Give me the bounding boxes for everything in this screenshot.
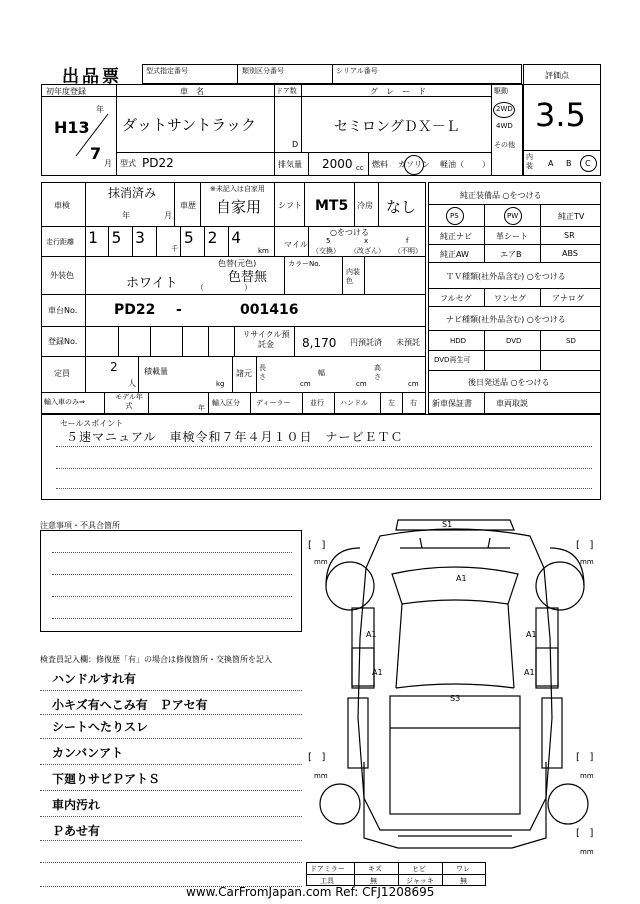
- fuel-paren-close: ）: [482, 160, 490, 169]
- chassis-label: 車台No.: [48, 306, 78, 315]
- first-reg-era: H13: [54, 118, 90, 137]
- legend-crack: ヒビ: [412, 865, 426, 873]
- mileage-label: 走行距離: [46, 238, 74, 246]
- door-letter: D: [292, 140, 299, 149]
- ac-label: 冷房: [357, 201, 373, 210]
- tv-one-seg: ワンセグ: [494, 294, 526, 303]
- mileage-digits: [88, 228, 159, 247]
- month-unit: 月: [104, 159, 112, 168]
- height-cm: cm: [408, 380, 419, 388]
- sales-point-text: ５速マニュアル 車検令和７年４月１０日 ナービＥＴＣ: [66, 430, 404, 444]
- mileage-digit: 4: [231, 228, 255, 247]
- tv-type-title: ＴＶ種類(社外品含む) ○をつける: [446, 272, 566, 281]
- navi-hdd: HDD: [450, 337, 467, 345]
- chassis-number: 001416: [240, 302, 299, 318]
- drive-4wd: 4WD: [496, 122, 513, 130]
- model-value: PD22: [142, 156, 174, 170]
- history-note: ※未記入は自家用: [210, 185, 265, 193]
- repaint-value: 色替無: [228, 270, 268, 285]
- model-label: 型式: [120, 159, 136, 168]
- damage-a1-left-rear: A1: [372, 668, 383, 677]
- first-reg-month: 7: [90, 144, 102, 163]
- legend-mirror: ドアミラー: [310, 865, 345, 873]
- fuel-diesel: 軽油（: [440, 160, 464, 169]
- tire-mm-rl: mm: [314, 772, 328, 780]
- history-value: 自家用: [216, 198, 262, 216]
- car-damage-diagram: [300, 508, 610, 860]
- capacity-unit: 人: [128, 379, 136, 388]
- import-type-label: 輸入区分: [212, 399, 240, 407]
- equip-leather: 革シート: [496, 232, 528, 241]
- mileage-circle-note: ○をつける: [330, 228, 369, 237]
- interior-b: B: [566, 159, 572, 168]
- color-value: ホワイト: [126, 276, 178, 291]
- color-no-label: カラーNo.: [288, 260, 321, 268]
- chassis-dash: -: [176, 302, 182, 318]
- unknown-label: （不明）: [394, 247, 422, 255]
- ac-value: なし: [386, 198, 417, 216]
- repaint-paren: （ ）: [196, 283, 252, 292]
- length-cm: cm: [300, 380, 311, 388]
- inspector-note: 小キズ有へこみ有 Ｐアセ有: [52, 698, 208, 712]
- legend-scratch: キズ: [368, 865, 382, 873]
- inspector-note: 車内汚れ: [52, 798, 101, 812]
- km-unit: km: [258, 247, 269, 255]
- modify-code: x: [364, 237, 369, 245]
- shift-label: シフト: [278, 201, 302, 210]
- equip-abs: ABS: [562, 249, 578, 258]
- displacement-value: 2000: [322, 157, 353, 171]
- exchange-label: （交換）: [312, 247, 340, 255]
- shift-value: MT5: [315, 198, 349, 214]
- inspector-note: Ｐあせ有: [52, 824, 101, 838]
- inspector-note: シートへたりスレ: [52, 720, 149, 734]
- unknown-code: f: [406, 237, 409, 245]
- mileage-digit: 5: [184, 228, 208, 247]
- tire-bracket-fl: [ ]: [308, 540, 326, 551]
- dealer-label: ディーラー: [256, 399, 291, 407]
- navi-type-title: ナビ種類(社外品含む) ○をつける: [446, 315, 566, 324]
- interior-label: 内装: [526, 153, 533, 170]
- import-only-label: 輸入車のみ⇒: [44, 398, 85, 406]
- later-title: 後日発送品 ○をつける: [468, 378, 550, 387]
- legend-jack-none: 無: [460, 877, 467, 885]
- sales-point-label: セールスポイント: [60, 419, 124, 428]
- capacity-value: 2: [110, 360, 118, 374]
- tv-full-seg: フルセグ: [440, 294, 472, 303]
- evaluation-label: 評価点: [545, 71, 569, 80]
- legend-jack: ジャッキ: [406, 877, 434, 885]
- recycle-label: リサイクル預託金: [242, 330, 290, 349]
- height-label: 高さ: [374, 364, 381, 381]
- equip-pw: PW: [507, 212, 519, 220]
- navi-sd: SD: [566, 337, 576, 345]
- tire-mm-rr: mm: [580, 772, 594, 780]
- model-year-unit: 年: [198, 404, 205, 412]
- parallel-label: 並行: [310, 399, 324, 407]
- fuel-circle-mark: [404, 155, 424, 175]
- drive-other: その他: [494, 141, 515, 149]
- later-warranty: 新車保証書: [432, 399, 472, 408]
- equipment-title: 純正装備品 ○をつける: [460, 191, 542, 200]
- inspector-note: ハンドルすれ有: [52, 672, 137, 686]
- model-code-label: 型式指定番号: [146, 67, 188, 75]
- sheet-title: 出品票: [62, 67, 122, 87]
- equip-airbag: エアB: [500, 250, 522, 259]
- kg-unit: kg: [216, 380, 225, 388]
- model-year-label: モデル年式: [115, 393, 143, 410]
- mileage-digits-2: [184, 228, 255, 247]
- tire-bracket-fr: [ ]: [576, 540, 594, 551]
- grade-label: グ レ ー ド: [370, 87, 426, 96]
- fuel-label: 燃料: [372, 160, 388, 169]
- width-label: 幅: [318, 369, 325, 377]
- mileage-digit: 2: [207, 228, 232, 247]
- navi-dvd: DVD: [506, 337, 522, 345]
- year-unit: 年: [96, 105, 104, 114]
- category-label: 類別区分番号: [242, 67, 284, 75]
- recycle-value: 8,170: [302, 336, 337, 350]
- handle-left: 左: [388, 399, 395, 407]
- drive-label: 駆動: [494, 87, 508, 95]
- damage-s3: S3: [450, 694, 461, 703]
- history-label: 車歴: [180, 201, 196, 210]
- inspection-month-unit: 月: [164, 211, 172, 220]
- later-manual: 車両取説: [496, 399, 528, 408]
- length-label: 長さ: [259, 364, 266, 381]
- tire-mm-spare: mm: [580, 848, 594, 856]
- notes-label: 注意事項・不具合箇所: [40, 521, 120, 530]
- inspection-year-unit: 年: [122, 211, 130, 220]
- thousand-unit: 千: [171, 245, 178, 253]
- tire-mm-fr: mm: [580, 558, 594, 566]
- dvd-play: DVD再生可: [434, 356, 471, 364]
- inspection-value: 抹消済み: [108, 186, 157, 200]
- mileage-digit: 1: [88, 228, 112, 247]
- tire-mm-fl: mm: [314, 558, 328, 566]
- damage-a1-left-door: A1: [366, 630, 377, 639]
- tv-analog: アナログ: [552, 294, 584, 303]
- load-label: 積載量: [144, 367, 168, 376]
- grade-value: セミロングＤＸ－Ｌ: [334, 119, 460, 135]
- doors-label: ドア数: [276, 87, 297, 95]
- first-reg-label: 初年度登録: [46, 87, 86, 96]
- mileage-digit: 5: [111, 228, 136, 247]
- tire-bracket-rl: [ ]: [308, 752, 326, 763]
- watermark: www.CarFromJapan.com Ref: CFJ1208695: [186, 885, 435, 899]
- inspector-label: 検査員記入欄：修復歴「有」の場合は修復箇所・交換箇所を記入: [40, 655, 272, 664]
- tire-bracket-rr: [ ]: [576, 752, 594, 763]
- modify-label: （改ざん）: [350, 247, 385, 255]
- inspection-label: 車検: [54, 201, 70, 210]
- chassis-prefix: PD22: [114, 302, 156, 318]
- damage-a1-right-door: A1: [526, 630, 537, 639]
- equip-tv: 純正TV: [558, 212, 585, 221]
- dims-label: 諸元: [236, 369, 252, 378]
- interior-color-label: 内装色: [346, 268, 360, 285]
- legend-tool: 工具: [320, 877, 334, 885]
- equip-ps: PS: [450, 212, 459, 220]
- tire-bracket-spare: [ ]: [576, 828, 594, 839]
- recycle-deposited: 円預託済: [350, 338, 382, 347]
- damage-a1-right-rear: A1: [524, 668, 535, 677]
- mileage-digit: 3: [135, 228, 159, 247]
- cc-unit: cc: [356, 164, 364, 172]
- equip-aw: 純正AW: [440, 250, 469, 259]
- notes-box: [40, 530, 302, 632]
- exchange-code: 5: [326, 237, 331, 245]
- width-cm: cm: [356, 380, 367, 388]
- inspector-note: 下廻りサビＰアトＳ: [52, 772, 161, 786]
- drive-2wd: 2WD: [496, 105, 513, 113]
- interior-a: A: [548, 159, 554, 168]
- car-name-label: 車 名: [180, 87, 204, 96]
- fuel-gasoline: ガソリン: [398, 160, 430, 169]
- inspector-note: カンバンアト: [52, 746, 124, 760]
- evaluation-score: 3.5: [535, 96, 586, 134]
- damage-s1: S1: [442, 520, 453, 529]
- reg-label: 登録No.: [48, 337, 78, 346]
- handle-right: 右: [410, 399, 417, 407]
- serial-label: シリアル番号: [336, 67, 378, 75]
- displacement-label: 排気量: [278, 160, 302, 169]
- color-label: 外装色: [50, 271, 74, 280]
- recycle-not-deposited: 未預託: [396, 338, 420, 347]
- capacity-label: 定員: [54, 369, 70, 378]
- equip-navi: 純正ナビ: [440, 232, 472, 241]
- interior-c: C: [585, 159, 591, 168]
- damage-a1-hood: A1: [456, 574, 467, 583]
- legend-wreck: ワレ: [456, 865, 470, 873]
- legend-tool-none: 無: [370, 877, 377, 885]
- repaint-label: 色替(元色): [218, 259, 257, 268]
- equip-sr: SR: [564, 231, 575, 240]
- handle-label: ハンドル: [340, 399, 368, 407]
- car-name: ダットサントラック: [122, 116, 256, 134]
- mile-label: マイル: [284, 240, 308, 249]
